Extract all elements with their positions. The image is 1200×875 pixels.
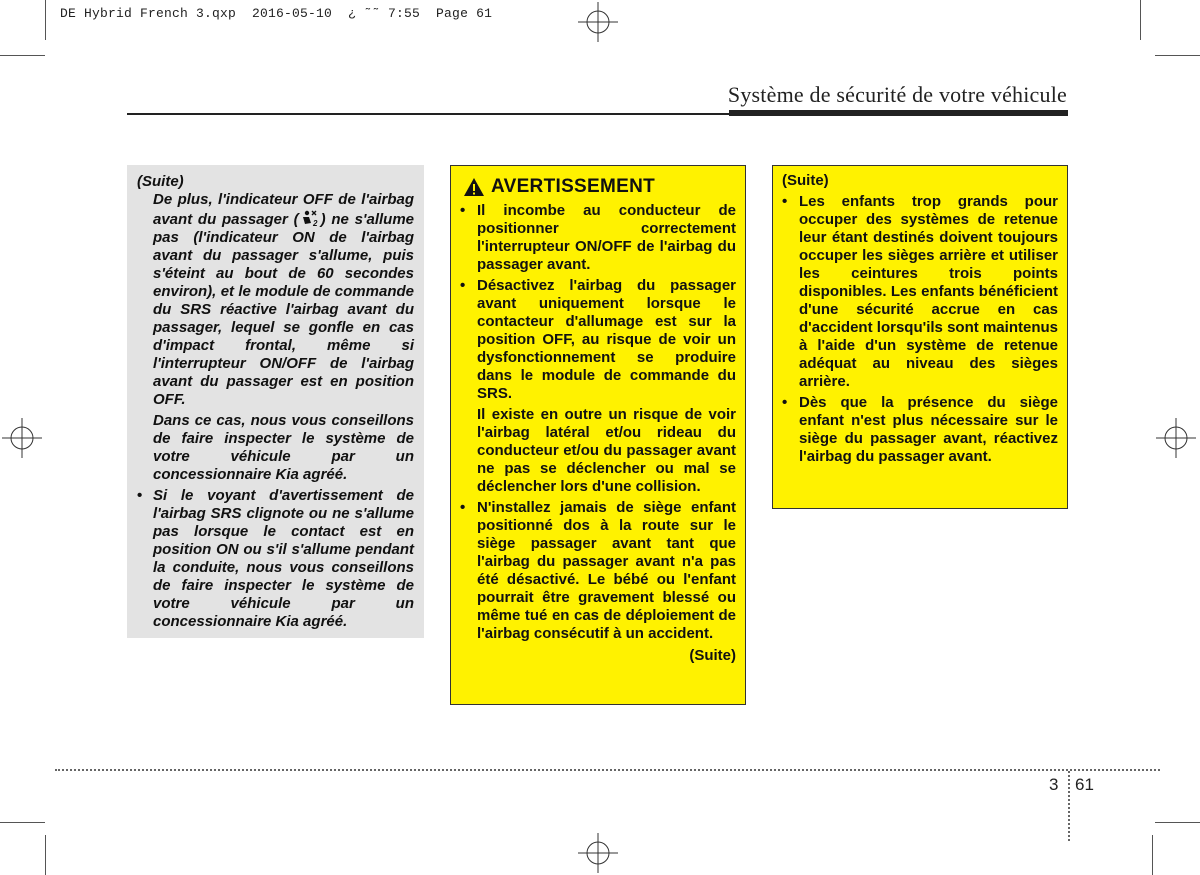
crop-mark [45, 835, 46, 875]
page-number: 61 [1075, 775, 1094, 794]
section-title: Système de sécurité de votre véhicule [727, 82, 1067, 107]
crop-mark [1155, 822, 1200, 823]
bullet-icon: • [782, 394, 788, 411]
crop-mark [0, 55, 45, 56]
footer-divider [1068, 771, 1070, 841]
crop-mark [1155, 55, 1200, 56]
note-paragraph: Dans ce cas, nous vous conseillons de faire inspecter le système de votre véhicule par un concessionnaire Kia agréé. [153, 412, 414, 483]
bullet-icon: • [460, 277, 466, 294]
registration-mark-icon [578, 2, 618, 42]
warning-title: AVERTISSEMENT [491, 176, 656, 197]
print-header: DE Hybrid French 3.qxp 2016-05-10 ¿ ˜˜ 7:55 Page 61 [60, 6, 493, 21]
list-item [460, 202, 736, 274]
continued-label: (Suite) [782, 172, 829, 189]
header-rule-accent [729, 110, 1068, 116]
list-item-text: Si le voyant d'avertissement de l'airbag SRS clignote ou ne s'allume pas lorsque le contact est en position ON ou s'il s'allume pendant la conduite, nous vous conseillons de faire inspecter le système de votre véhicule par un concessionnaire Kia agréé. [153, 487, 414, 630]
warning-header [460, 176, 736, 198]
list-item [137, 487, 414, 631]
bullet-icon: • [460, 499, 466, 516]
continued-label: (Suite) [689, 647, 736, 664]
crop-mark [45, 0, 46, 40]
note-continued-box [127, 165, 424, 638]
warning-triangle-icon [463, 177, 485, 197]
registration-mark-icon [578, 833, 618, 873]
chapter-number: 3 [1049, 775, 1059, 794]
list-item-text: Dès que la présence du siège enfant n'est plus nécessaire sur le siège du passager avant, réactivez l'airbag du passager avant. [799, 394, 1058, 465]
airbag-off-icon [299, 209, 321, 227]
crop-mark [1140, 0, 1141, 40]
continued-label: (Suite) [137, 173, 184, 190]
bullet-icon: • [460, 202, 466, 219]
list-item [460, 277, 736, 403]
crop-mark [1152, 835, 1153, 875]
registration-mark-icon [1156, 418, 1196, 458]
bullet-icon: • [137, 487, 143, 504]
note-paragraph [137, 191, 414, 409]
svg-text:2: 2 [312, 219, 318, 227]
warning-continued-box [772, 165, 1068, 509]
bullet-icon: • [782, 193, 788, 210]
warning-box [450, 165, 746, 705]
crop-mark [0, 822, 45, 823]
list-item-text: N'installez jamais de siège enfant positionné dos à la route sur le siège passager avant tant que l'airbag du passager avant n'a pas été désactivé. Le bébé ou l'enfant pourrait être gravement blessé ou même tué en cas de déploiement de l'airbag consécutif à un accident. [477, 499, 736, 642]
list-item-paragraph: Il existe en outre un risque de voir l'airbag latéral et/ou rideau du conducteur et/ou du passager avant ne pas se déclencher ou mal se déclencher lors d'une collision. [477, 406, 736, 495]
registration-mark-icon [2, 418, 42, 458]
list-item-text: Désactivez l'airbag du passager avant uniquement lorsque le contacteur d'allumage est sur la position OFF, au risque de voir un dysfonctionnement se produire dans le module de commande du SRS. [477, 277, 736, 402]
list-item [782, 394, 1058, 466]
note-paragraph-text: ) ne s'allume pas (l'indicateur ON de l'airbag avant du passager s'allume, puis s'éteint au bout de 60 secondes environ), et le module de commande du SRS réactive l'airbag avant du passager, lequel se gonfle en cas d'impact frontal, même si l'interrupteur ON/OFF de l'airbag avant du passager est en position OFF. [153, 211, 414, 408]
list-item [460, 499, 736, 643]
list-item [782, 193, 1058, 391]
list-item-text: Il incombe au conducteur de positionner correctement l'interrupteur ON/OFF de l'airbag du passager avant. [477, 202, 736, 273]
list-item-text: Les enfants trop grands pour occuper des systèmes de retenue leur étant destinés doivent toujours occuper les sièges arrière et utiliser les ceintures trois points disponibles. Les enfants bénéficient d'une sécurité accrue en cas d'accident lorsqu'ils sont maintenus à l'aide d'un système de retenue adéquat au niveau des sièges arrière. [799, 193, 1058, 390]
footer-rule [55, 769, 1160, 771]
note-paragraph-text: De plus, l'indicateur OFF de l'airbag avant du passager ( [153, 191, 414, 228]
